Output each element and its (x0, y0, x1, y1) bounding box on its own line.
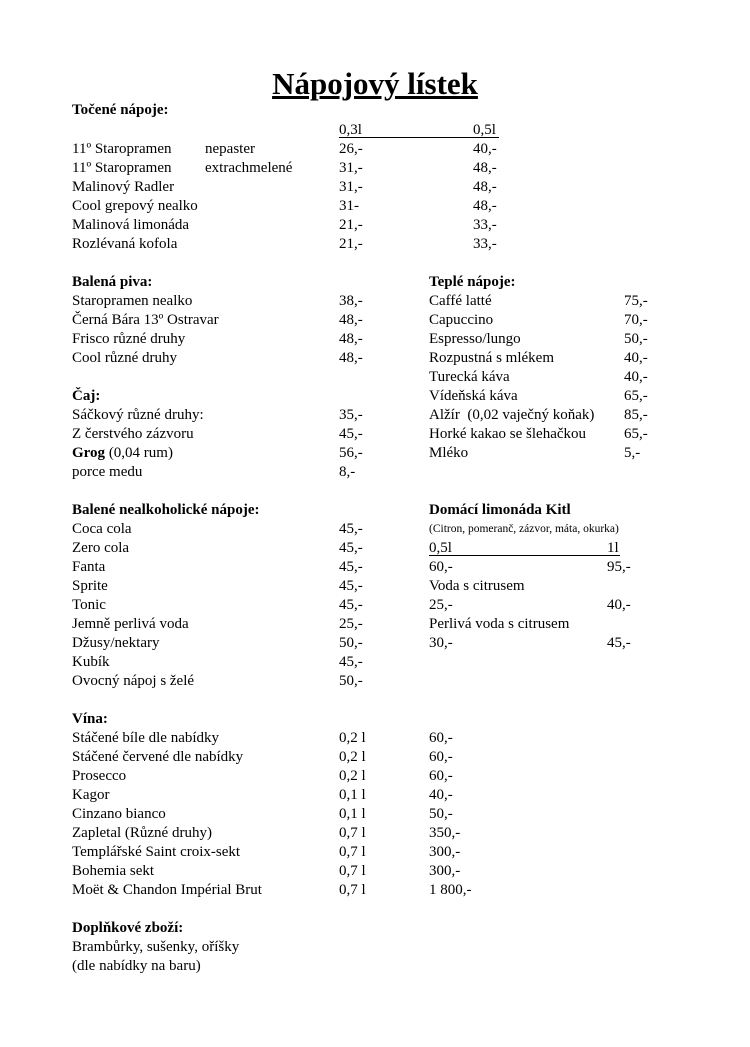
hot-drink-name: Horké kakao se šlehačkou (429, 426, 587, 442)
soft-drink-price: 25,- (339, 616, 363, 632)
column-header-05: 0,5l (473, 122, 496, 138)
tea-price: 56,- (339, 445, 363, 461)
soft-drink-price: 45,- (339, 540, 363, 556)
hot-drink-name: Vídeňská káva (429, 388, 518, 404)
soft-drink-price: 45,- (339, 654, 363, 670)
lemonade-column-1l: 1l (607, 540, 619, 556)
hot-drink-price: 70,- (624, 312, 648, 328)
draft-name: Cool grepový nealko (72, 198, 198, 214)
wine-price: 60,- (429, 768, 453, 784)
wine-volume: 0,1 l (339, 806, 366, 822)
hot-drink-name: Alžír (0,02 vaječný koňak) (429, 407, 595, 423)
hot-drink-price: 85,- (624, 407, 648, 423)
tea-name: porce medu (72, 464, 143, 480)
beer-price: 48,- (339, 331, 363, 347)
wine-price: 1 800,- (429, 882, 472, 898)
hot-drink-name: Capuccino (429, 312, 494, 328)
wine-name: Templářské Saint croix-sekt (72, 844, 241, 860)
wine-name: Bohemia sekt (72, 863, 155, 879)
section-heading-wine: Vína: (72, 711, 108, 727)
soft-drink-name: Tonic (72, 597, 106, 613)
extras-note: (dle nabídky na baru) (72, 958, 201, 974)
column-header-03: 0,3l (339, 122, 362, 138)
draft-price-03: 26,- (339, 141, 363, 157)
wine-volume: 0,2 l (339, 768, 366, 784)
hot-drink-name: Turecká káva (429, 369, 510, 385)
draft-price-03: 21,- (339, 236, 363, 252)
draft-name: Malinový Radler (72, 179, 175, 195)
hot-drink-name: Mléko (429, 445, 469, 461)
beer-name: Frisco různé druhy (72, 331, 186, 347)
wine-volume: 0,7 l (339, 882, 366, 898)
hot-drink-price: 65,- (624, 426, 648, 442)
beer-price: 38,- (339, 293, 363, 309)
wine-price: 300,- (429, 844, 461, 860)
tea-name: Z čerstvého zázvoru (72, 426, 194, 442)
wine-name: Stáčené červené dle nabídky (72, 749, 244, 765)
draft-price-03: 31,- (339, 179, 363, 195)
lemonade-price-05: 60,- (429, 559, 453, 575)
hot-drink-name: Rozpustná s mlékem (429, 350, 554, 366)
hot-drink-price: 50,- (624, 331, 648, 347)
lemonade-column-underline (429, 555, 620, 556)
draft-price-05: 33,- (473, 236, 497, 252)
soft-drink-price: 50,- (339, 673, 363, 689)
draft-price-03: 21,- (339, 217, 363, 233)
tea-price: 35,- (339, 407, 363, 423)
wine-volume: 0,1 l (339, 787, 366, 803)
tea-name-bold: Grog (72, 445, 106, 461)
draft-note: extrachmelené (205, 160, 293, 176)
wine-name: Zapletal (Různé druhy) (72, 825, 212, 841)
draft-price-05: 48,- (473, 179, 497, 195)
draft-price-03: 31- (339, 198, 359, 214)
section-heading-soft-drinks: Balené nealkoholické nápoje: (72, 502, 260, 518)
draft-name: Rozlévaná kofola (72, 236, 178, 252)
soft-drink-name: Zero cola (72, 540, 130, 556)
section-heading-tea: Čaj: (72, 388, 101, 404)
hot-drink-price: 40,- (624, 369, 648, 385)
soft-drink-price: 45,- (339, 578, 363, 594)
tea-name-rest: (0,04 rum) (105, 445, 173, 461)
page-title: Nápojový lístek (272, 66, 478, 101)
draft-price-05: 48,- (473, 198, 497, 214)
draft-price-05: 33,- (473, 217, 497, 233)
citrus-water-price-05: 25,- (429, 597, 453, 613)
lemonade-column-05: 0,5l (429, 540, 452, 556)
tea-name: Sáčkový různé druhy: (72, 407, 204, 423)
wine-volume: 0,7 l (339, 863, 366, 879)
hot-drink-price: 75,- (624, 293, 648, 309)
soft-drink-price: 45,- (339, 597, 363, 613)
wine-name: Cinzano bianco (72, 806, 166, 822)
hot-drink-price: 40,- (624, 350, 648, 366)
wine-price: 350,- (429, 825, 461, 841)
soft-drink-price: 50,- (339, 635, 363, 651)
hot-drink-price: 5,- (624, 445, 641, 461)
soft-drink-price: 45,- (339, 559, 363, 575)
soft-drink-name: Ovocný nápoj s želé (72, 673, 195, 689)
lemonade-price-1l: 95,- (607, 559, 631, 575)
citrus-water-label: Voda s citrusem (429, 578, 525, 594)
tea-price: 45,- (339, 426, 363, 442)
hot-drink-price: 65,- (624, 388, 648, 404)
wine-name: Moët & Chandon Impérial Brut (72, 882, 262, 898)
draft-price-05: 40,- (473, 141, 497, 157)
hot-drink-name: Caffé latté (429, 293, 492, 309)
draft-price-05: 48,- (473, 160, 497, 176)
soft-drink-name: Sprite (72, 578, 108, 594)
beer-name: Černá Bára 13º Ostravar (72, 312, 219, 328)
sparkling-citrus-water-label: Perlivá voda s citrusem (429, 616, 570, 632)
extras-items: Brambůrky, sušenky, oříšky (72, 939, 240, 955)
soft-drink-name: Kubík (72, 654, 110, 670)
beer-price: 48,- (339, 312, 363, 328)
wine-volume: 0,7 l (339, 844, 366, 860)
section-heading-extras: Doplňkové zboží: (72, 920, 184, 936)
wine-name: Prosecco (72, 768, 127, 784)
section-heading-lemonade: Domácí limonáda Kitl (429, 502, 571, 518)
soft-drink-price: 45,- (339, 521, 363, 537)
wine-price: 40,- (429, 787, 453, 803)
soft-drink-name: Džusy/nektary (72, 635, 160, 651)
wine-price: 60,- (429, 749, 453, 765)
wine-volume: 0,2 l (339, 730, 366, 746)
section-heading-hot-drinks: Teplé nápoje: (429, 274, 516, 290)
sparkling-citrus-water-price-05: 30,- (429, 635, 453, 651)
lemonade-flavours: (Citron, pomeranč, zázvor, máta, okurka) (429, 523, 619, 535)
draft-name: 11º Staropramen (72, 160, 172, 176)
citrus-water-price-1l: 40,- (607, 597, 631, 613)
tea-price: 8,- (339, 464, 356, 480)
wine-name: Kagor (72, 787, 110, 803)
hot-drink-name: Espresso/lungo (429, 331, 521, 347)
section-heading-draft: Točené nápoje: (72, 102, 169, 118)
soft-drink-name: Coca cola (72, 521, 132, 537)
wine-name: Stáčené bíle dle nabídky (72, 730, 220, 746)
draft-name: 11º Staropramen (72, 141, 172, 157)
tea-name (72, 444, 173, 463)
wine-price: 50,- (429, 806, 453, 822)
section-heading-bottled-beer: Balená piva: (72, 274, 153, 290)
soft-drink-name: Jemně perlivá voda (72, 616, 189, 632)
beer-price: 48,- (339, 350, 363, 366)
beer-name: Staropramen nealko (72, 293, 193, 309)
wine-volume: 0,7 l (339, 825, 366, 841)
draft-note: nepaster (205, 141, 255, 157)
wine-price: 300,- (429, 863, 461, 879)
soft-drink-name: Fanta (72, 559, 106, 575)
draft-name: Malinová limonáda (72, 217, 190, 233)
draft-price-03: 31,- (339, 160, 363, 176)
beer-name: Cool různé druhy (72, 350, 177, 366)
wine-price: 60,- (429, 730, 453, 746)
sparkling-citrus-water-price-1l: 45,- (607, 635, 631, 651)
wine-volume: 0,2 l (339, 749, 366, 765)
